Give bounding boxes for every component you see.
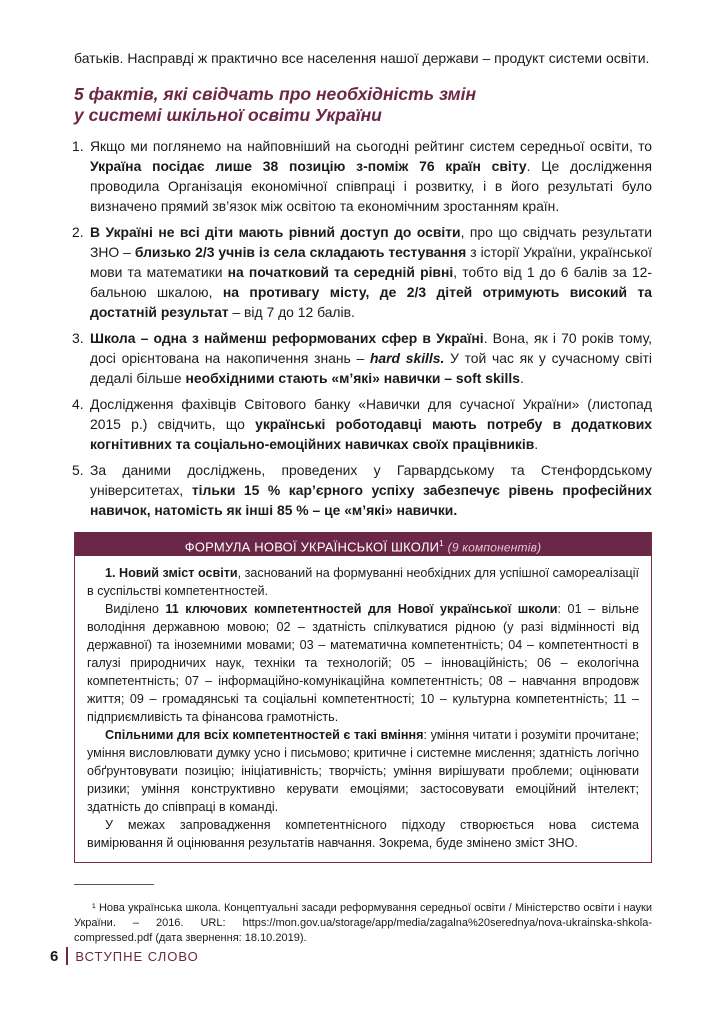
fact-text: з історії України, української мови та математики [90, 244, 652, 280]
formula-highlight: 11 ключових компетентностей для Нової української школи [165, 602, 558, 616]
fact-highlight: близько 2/3 учнів із села складають тестування [134, 244, 467, 260]
formula-paragraph [87, 600, 639, 726]
fact-text: За даними досліджень, проведених у Гарвардському та Стенфордському університетах, [90, 462, 652, 498]
footnote-ref: 1 [439, 539, 444, 548]
fact-text: . Вона, як і 70 років тому, досі орієнтована на накопичення знань – [90, 330, 652, 366]
fact-highlight: Україна посідає лише 38 позицію з-поміж 76 країн світу [90, 158, 527, 174]
fact-number: 1. [72, 138, 84, 154]
fact-highlight: необхідними стають «м’які» навички – soft skills [185, 370, 520, 386]
formula-subtitle: (9 компонентів) [447, 540, 542, 555]
fact-number: 4. [72, 396, 84, 412]
fact-text: , тобто від 1 до 6 балів за 12-бальною шкалою, [90, 264, 652, 300]
fact-highlight: на противагу місту, де 2/3 дітей отримують високий та достатній результат [90, 284, 652, 320]
formula-highlight: Спільними для всіх компетентностей є такі вміння [105, 728, 424, 742]
formula-box-body [75, 556, 651, 862]
fact-item [74, 328, 652, 388]
fact-item [74, 222, 652, 322]
footnote: ¹ Нова українська школа. Концептуальні засади реформування середньої освіти / Міністерство освіти і науки України. – 2016. URL: https://mon.gov.ua/storage/app/media/zagalna%20serednya/nova-ukrainska-shkola-compressed.pdf (дата звернення: 18.10.2019). [74, 902, 652, 944]
fact-number: 2. [72, 224, 84, 240]
section-name: ВСТУПНЕ СЛОВО [75, 948, 199, 964]
page-content [74, 48, 652, 863]
fact-highlight: українські роботодавці мають потребу в додаткових когнітивних та соціально-емоційних навичках своїх працівників [90, 416, 652, 452]
fact-text: У той час як у сучасному світі дедалі більше [90, 350, 652, 386]
fact-item [74, 460, 652, 520]
fact-number: 5. [72, 462, 84, 478]
footnote-divider [74, 884, 154, 885]
fact-highlight: В Україні не всі діти мають рівний доступ до освіти [90, 224, 461, 240]
fact-item [74, 394, 652, 454]
fact-number: 3. [72, 330, 84, 346]
heading-line-1: 5 фактів, які свідчать про необхідність змін [74, 84, 477, 104]
fact-text: . [534, 436, 539, 452]
fact-text: . Це дослідження проводила Організація економічної співпраці і розвитку, і в його результаті було визначено прямий зв’язок між освітою та економічним зростанням країн. [90, 158, 652, 214]
facts-list [74, 136, 652, 520]
intro-paragraph: батьків. Насправді ж практично все населення нашої держави – продукт системи освіти. [74, 50, 650, 66]
fact-highlight: на початковий та середній рівні [227, 264, 454, 280]
formula-box [74, 532, 652, 863]
fact-highlight: hard skills. [369, 350, 445, 366]
formula-box-title [75, 532, 651, 556]
formula-text: , заснований на формуванні необхідних для успішної самореалізації в суспільстві компетентностей. [87, 566, 639, 598]
fact-text: . [519, 370, 524, 386]
fact-item [74, 136, 652, 216]
heading-line-2: у системі шкільної освіти України [74, 105, 382, 125]
formula-text: Виділено [105, 602, 166, 616]
fact-highlight: тільки 15 % кар’єрного успіху забезпечує рівень професійних навичок, натомість як інші 85 % – це «м’які» навички. [90, 482, 652, 518]
fact-text: Якщо ми поглянемо на найповніший на сьогодні рейтинг систем середньої освіти, то [90, 138, 652, 154]
formula-text: : 01 – вільне володіння державною мовою; 02 – здатність спілкуватися рідною (у разі відмінності від державної) та іноземними мовами; 03 – математична компетентність; 04 – компетентності в галузі природничих наук, техніки та технологій; 05 – інноваційність; 06 – екологічна компетентність; 07 – інформаційно-комунікаційна компетентність; 08 – навчання впродовж життя; 09 – громадянські та соціальні компетентності; 10 – культурна компетентність; 11 – підприємливість та фінансова грамотність. [87, 602, 639, 724]
fact-highlight: Школа – одна з найменш реформованих сфер в Україні [90, 330, 484, 346]
page-footer [50, 947, 199, 965]
formula-paragraph [87, 726, 639, 816]
formula-highlight: 1. Новий зміст освіти [105, 566, 238, 580]
footer-divider [66, 947, 68, 965]
fact-text: Дослідження фахівців Світового банку «Навички для сучасної України» (листопад 2015 р.) свідчить, що [90, 396, 652, 432]
page-number: 6 [50, 947, 59, 965]
formula-paragraph [87, 564, 639, 600]
formula-text: : уміння читати і розуміти прочитане; уміння висловлювати думку усно і письмово; критичне і системне мислення; здатність логічно обґрунтовувати позицію; ініціативність; творчість; уміння вирішувати проблеми; оцінювати ризики; уміння конструктивно керувати емоціями; застосовувати емоційний інтелект; здатність до співпраці в команді. [87, 728, 639, 814]
fact-text: – від 7 до 12 балів. [228, 304, 355, 320]
formula-text: У межах запровадження компетентнісного підходу створюється нова система вимірювання й оцінювання результатів навчання. Зокрема, буде змінено зміст ЗНО. [87, 818, 639, 850]
formula-title-text: ФОРМУЛА НОВОЇ УКРАЇНСЬКОЇ ШКОЛИ [184, 539, 440, 555]
section-heading [74, 84, 652, 126]
fact-text: , про що свідчать результати ЗНО – [90, 224, 652, 260]
formula-paragraph [87, 816, 639, 852]
